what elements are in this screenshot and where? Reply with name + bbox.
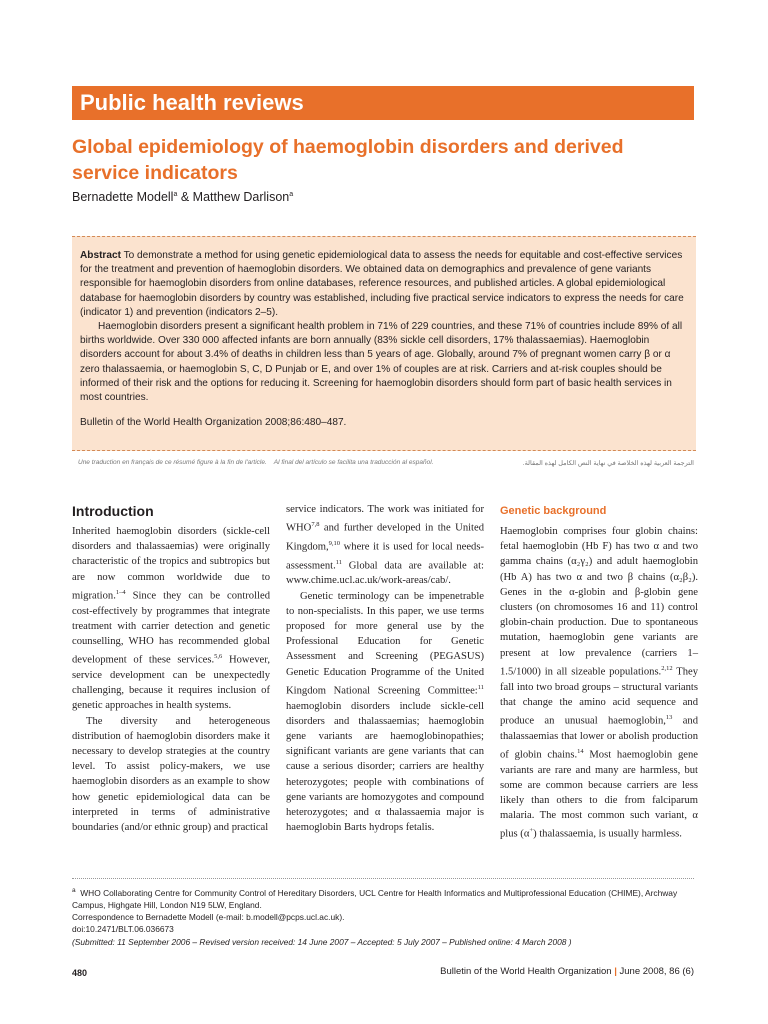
section-heading-genetic-background: Genetic background <box>500 505 607 517</box>
abstract-paragraph <box>80 249 688 320</box>
body-text: Most haemoglobin gene variants are rare and many are harmless, but some are common because carriers are less likely than others to die from falciparum malaria. The most common such variant, α plus (α <box>500 749 698 840</box>
column-2 <box>286 502 484 835</box>
footnotes <box>72 885 694 948</box>
author-list <box>72 190 293 204</box>
reference-mark: 14 <box>577 747 584 755</box>
correspondence-line: Correspondence to Bernadette Modell (e-mail: b.modell@pcps.ucl.ac.uk). <box>72 912 345 923</box>
affiliation-text: WHO Collaborating Centre for Community Control of Hereditary Disorders, UCL Centre for Health Informatics and Multiprofessional Education (CHIME), Archway Campus, Highgate Hill, London N19 5LW, England. <box>72 887 678 910</box>
body-text: Inherited haemoglobin disorders (sickle-cell disorders and thalassaemias) were originally characteristic of the tropics and subtropics but are now common worldwide due to migration. <box>72 526 270 602</box>
body-text: where it is used for local needs-assessment. <box>286 541 484 572</box>
body-text: Global data are available at: www.chime.ucl.ac.uk/work-areas/cab/. <box>286 560 484 587</box>
footer-separator: | <box>614 966 617 977</box>
body-text: and further developed in the United Kingdom, <box>286 522 484 553</box>
body-text: haemoglobin disorders include sickle-cell disorders and thalassaemias; haemoglobin gene variants are haemoglobinopathies; significant variants are gene variants that can cause a serious disorder; carriers are healthy heterozygotes; people with combinations of gene variants are homozygotes and compound heterozygotes; and α thalassaemia major is haemoglobin Barts hydrops fetalis. <box>286 700 484 834</box>
abstract-text: To demonstrate a method for using genetic epidemiological data to assess the needs for equitable and cost-effective services for the treatment and prevention of haemoglobin disorders. We obtained data on demographics and prevalence of gene variants responsible for haemoglobin disorders from online databases, reference resources, and published articles. A global epidemiological database for haemoglobin disorders by country was established, including five practical service indicators to express the needs for care (indicator 1) and prevention (indicators 2–5). <box>80 250 684 318</box>
body-paragraph <box>72 524 270 714</box>
column-3 <box>500 502 698 842</box>
translation-spanish: Al final del artículo se facilita una traducción al español. <box>273 459 434 466</box>
reference-mark: 13 <box>665 713 673 721</box>
body-text: However, service development can be unexpectedly challenging, because it requires inclusion of genetic approaches in health systems. <box>72 654 270 712</box>
doi-link[interactable]: doi:10.2471/BLT.06.036673 <box>72 924 174 935</box>
reference-mark: 5,6 <box>214 653 223 661</box>
body-text: and thalassaemias that lower or abolish production of globin chains. <box>500 715 698 761</box>
author-joiner: & <box>177 190 193 204</box>
reference-mark: 11 <box>335 558 342 566</box>
running-footer <box>440 966 694 977</box>
section-banner: Public health reviews <box>72 86 694 120</box>
body-paragraph: The diversity and heterogeneous distribution of haemoglobin disorders make it necessary to develop strategies at the country level. To assist policy-makers, we use haemoglobin disorders as an example to show how genetic epidemiological data can be interpreted in terms of administrative boundaries (and/or ethnic group) and practical <box>72 715 270 833</box>
affiliation-mark: a <box>289 190 294 198</box>
translation-french: Une traduction en français de ce résumé figure à la fin de l'article. <box>78 459 267 466</box>
abstract-paragraph: Haemoglobin disorders present a significant health problem in 71% of 229 countries, and these 71% of countries include 89% of all births worldwide. Over 330 000 affected infants are born annually (83% sickle cell disorders, 17% thalassaemias). Haemoglobin disorders account for about 3.4% of deaths in children less than 5 years of age. Globally, around 7% of pregnant women carry β or α zero thalassaemia, or haemoglobin S, C, D Punjab or E, and over 1% of couples are at risk. Carriers and at-risk couples should be informed of their risk and the options for reducing it. Screening for haemoglobin disorders should form part of basic health services in most countries. <box>80 321 683 404</box>
author-name: Matthew Darlison <box>192 190 290 204</box>
translation-note <box>78 459 694 466</box>
reference-mark: 7,8 <box>311 521 320 529</box>
body-text: service indicators. The work was initiated for WHO <box>286 504 484 534</box>
reference-mark: 9,10 <box>328 539 341 547</box>
column-1 <box>72 502 270 835</box>
reference-mark: 2,12 <box>661 664 673 672</box>
affiliation-mark: a <box>72 887 76 894</box>
body-text: They fall into two broad groups – structural variants that change the amino acid sequence and produce an unusual haemoglobin, <box>500 666 698 727</box>
submission-history: (Submitted: 11 September 2006 – Revised version received: 14 June 2007 – Accepted: 5 July 2007 – Published online: 4 March 2008 ) <box>72 936 572 947</box>
footnote-divider <box>72 878 694 879</box>
body-text: Genetic terminology can be impenetrable to non-specialists. In this paper, we use terms proposed for more general use by the Professional Education for Genetic Assessment and Screening (PEGASUS) Genetic Education Programme of the United Kingdom National Screening Committee: <box>286 590 484 697</box>
body-text: ) thalassaemia, is usually harmless. <box>533 828 682 840</box>
section-heading-introduction: Introduction <box>72 503 154 519</box>
page-number: 480 <box>72 968 88 978</box>
body-paragraph <box>286 589 484 836</box>
affiliation-footnote <box>72 885 694 911</box>
body-text: Haemoglobin comprises four globin chains: fetal haemoglobin (Hb F) has two α and two gamma chains (α₂γ₂) and adult haemoglobin (Hb A) has two α and two β chains (α₂β₂). Genes in the α-globin and β-globin gene clusters (on chromosomes 16 and 11) control globin-chain production. Due to spontaneous mutation, haemoglobin gene variants are present at low prevalence (carriers 1–1.5/1000) in all sizeable populations. <box>500 526 698 678</box>
reference-mark: 1–4 <box>115 588 126 596</box>
journal-name: Bulletin of the World Health Organization <box>440 966 612 977</box>
article-title: Global epidemiology of haemoglobin disorders and derived service indicators <box>72 136 624 184</box>
journal-issue: June 2008, 86 (6) <box>619 966 694 977</box>
superscript-plus: + <box>529 827 534 835</box>
author-name: Bernadette Modell <box>72 190 174 204</box>
body-paragraph <box>286 502 484 589</box>
body-paragraph <box>500 524 698 842</box>
abstract-citation: Bulletin of the World Health Organization 2008;86:480–487. <box>80 417 347 429</box>
body-text: Since they can be controlled cost-effectively by programmes that integrate treatment with carrier detection and genetic counselling, WHO has recommended global development of these services. <box>72 590 270 666</box>
affiliation-mark: a <box>173 190 178 198</box>
abstract-box <box>72 236 696 451</box>
abstract-label: Abstract <box>80 250 121 261</box>
translation-arabic: الترجمة العربية لهذه الخلاصة في نهاية النص الكامل لهذه المقالة. <box>522 460 694 467</box>
reference-mark: 11 <box>477 683 484 691</box>
